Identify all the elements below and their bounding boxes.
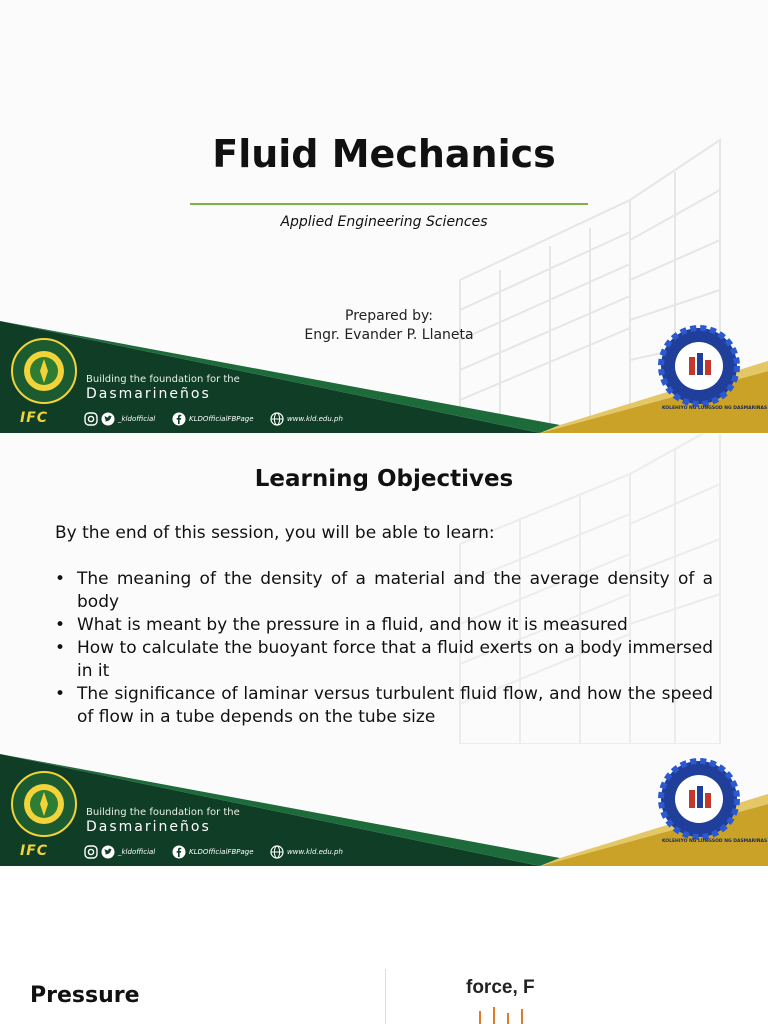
- instagram-link[interactable]: [84, 412, 155, 426]
- objectives-heading: Learning Objectives: [254, 466, 514, 492]
- kld-seal-icon: [10, 770, 78, 838]
- institute-org-name: KOLEHIYO NG LUNGSOD NG DASMARIÑAS: [662, 406, 768, 411]
- kld-seal-icon: [10, 337, 78, 405]
- facebook-handle: KLDOfficialFBPage: [189, 415, 254, 423]
- instagram-link[interactable]: [84, 845, 155, 859]
- website-link[interactable]: [270, 845, 343, 859]
- facebook-icon: [172, 412, 186, 426]
- instagram-icon: [84, 412, 98, 426]
- website-link[interactable]: [270, 412, 343, 426]
- instagram-icon: [84, 845, 98, 859]
- footer-tagline: Building the foundation for the: [86, 374, 240, 385]
- slide-title-text: Fluid Mechanics: [212, 132, 556, 176]
- list-item: • The meaning of the density of a material and the average density of a body: [55, 568, 713, 614]
- twitter-icon: [101, 412, 115, 426]
- engineering-institute-seal-icon: [658, 758, 740, 840]
- footer-city: Dasmarineños: [86, 819, 211, 835]
- force-label: force, F: [466, 977, 535, 998]
- slide-learning-objectives: [0, 434, 768, 866]
- slide-subtitle: Applied Engineering Sciences: [280, 214, 488, 230]
- institute-org-name: KOLEHIYO NG LUNGSOD NG DASMARIÑAS: [662, 839, 768, 844]
- force-arrows-icon: [474, 1007, 534, 1024]
- globe-icon: [270, 845, 284, 859]
- globe-icon: [270, 412, 284, 426]
- objectives-intro: By the end of this session, you will be able to learn:: [55, 523, 495, 543]
- ifc-brand: IFC: [20, 410, 49, 426]
- facebook-link[interactable]: [172, 412, 254, 426]
- website-url: www.kld.edu.ph: [287, 415, 343, 423]
- footer-city: Dasmarineños: [86, 386, 211, 402]
- facebook-icon: [172, 845, 186, 859]
- list-item: • The significance of laminar versus turbulent fluid flow, and how the speed of flow in a tube depends on the tube size: [55, 683, 713, 729]
- title-divider: [190, 203, 588, 205]
- list-item: • What is meant by the pressure in a fluid, and how it is measured: [55, 614, 713, 637]
- instagram-handle: _kldofficial: [118, 415, 156, 423]
- list-item: • How to calculate the buoyant force that a fluid exerts on a body immersed in it: [55, 637, 713, 683]
- slide-title: [0, 0, 768, 433]
- facebook-handle: KLDOfficialFBPage: [189, 848, 254, 856]
- instagram-handle: _kldofficial: [118, 848, 156, 856]
- engineering-institute-seal-icon: [658, 325, 740, 407]
- author-name: Engr. Evander P. Llaneta: [304, 327, 474, 343]
- prepared-label: Prepared by:: [345, 308, 433, 324]
- pressure-heading: Pressure: [30, 983, 140, 1008]
- twitter-icon: [101, 845, 115, 859]
- website-url: www.kld.edu.ph: [287, 848, 343, 856]
- slide-pressure: [0, 867, 768, 1024]
- footer-tagline: Building the foundation for the: [86, 807, 240, 818]
- facebook-link[interactable]: [172, 845, 254, 859]
- ifc-brand: IFC: [20, 843, 49, 859]
- column-divider: [385, 969, 386, 1024]
- objectives-list: [55, 568, 713, 729]
